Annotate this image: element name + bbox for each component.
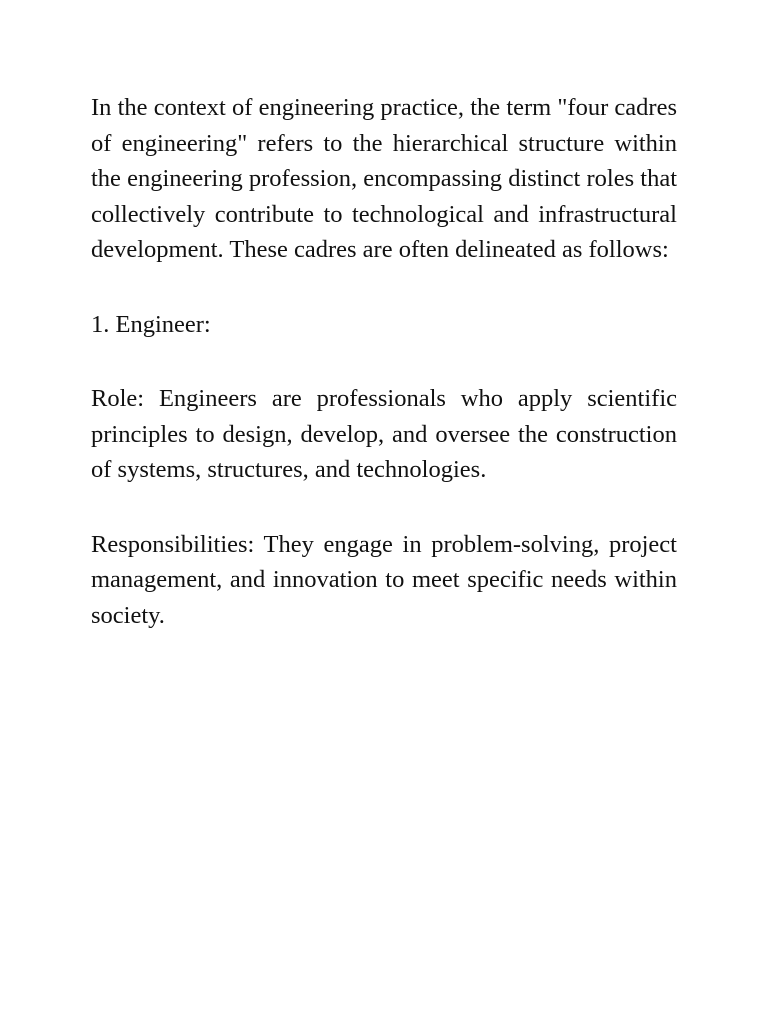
role-paragraph: Role: Engineers are professionals who apply scientific principles to design, develop, and oversee the construction of systems, structures, and technologies. bbox=[91, 385, 677, 483]
document-page bbox=[91, 90, 677, 672]
responsibilities-paragraph: Responsibilities: They engage in problem-solving, project management, and innovation to meet specific needs within society. bbox=[91, 530, 677, 629]
section-heading: 1. Engineer: bbox=[91, 310, 211, 338]
intro-paragraph: In the context of engineering practice, the term "four cadres of engineering" refers to the hierarchical structure within the engineering profession, encompassing distinct roles that collectively contribute to technological and infrastructural development. These cadres are often delineated as follows: bbox=[91, 94, 677, 263]
